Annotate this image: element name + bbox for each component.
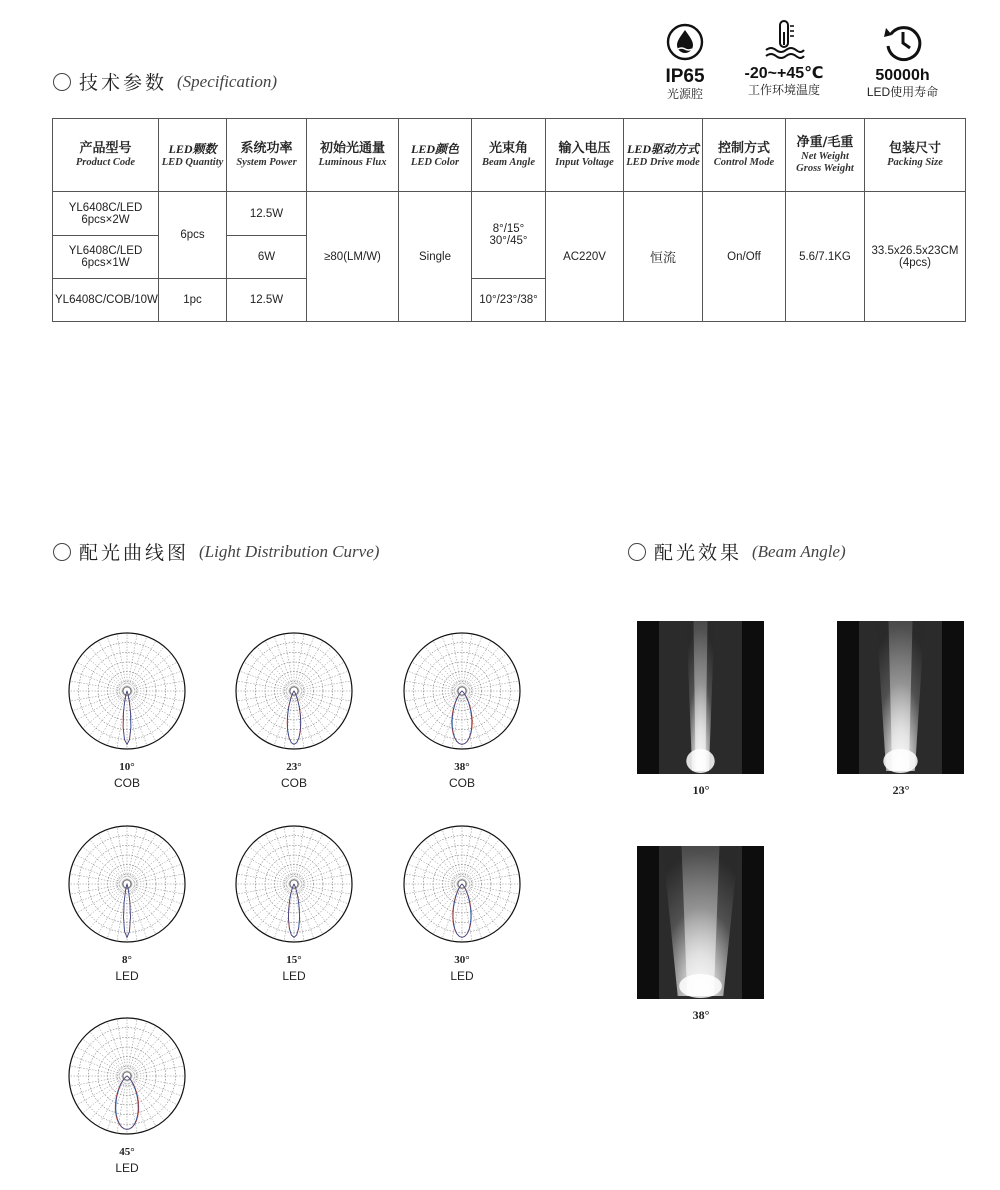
polar-diagram	[232, 625, 356, 753]
curve-title-en: (Light Distribution Curve)	[199, 541, 380, 561]
curve-angle-label: 38°	[454, 761, 470, 773]
ip65-label: IP65	[665, 66, 705, 87]
table-row	[53, 192, 966, 236]
polar-diagram	[65, 1010, 189, 1138]
lifetime-sub: LED使用寿命	[866, 85, 939, 99]
spec-table	[52, 118, 966, 322]
cell-flux: ≥80(LM/W)	[307, 192, 399, 322]
header-input-voltage: 输入电压 Input Voltage	[546, 119, 624, 192]
curve-type-label: LED	[115, 1161, 139, 1175]
beam-angle-label: 10°	[692, 783, 710, 797]
curve-angle-label: 23°	[286, 761, 302, 773]
header-led-color: LED颜色 LED Color	[399, 119, 472, 192]
beam-title-cn: 配光效果	[654, 542, 743, 564]
water-drop-icon	[665, 22, 705, 62]
spec-section-title	[53, 68, 277, 95]
curve-angle-label: 30°	[454, 954, 470, 966]
beam-effect-image	[637, 621, 764, 774]
beam-angle-label: 23°	[892, 783, 910, 797]
clock-history-icon	[883, 22, 923, 62]
header-beam-angle: 光束角 Beam Angle	[472, 119, 546, 192]
curve-type-label: LED	[282, 969, 306, 983]
cell-power: 12.5W	[227, 279, 307, 322]
curve-angle-label: 8°	[122, 954, 132, 966]
curve-section-title	[53, 538, 379, 565]
curve-title-cn: 配光曲线图	[79, 542, 190, 564]
header-system-power: 系统功率 System Power	[227, 119, 307, 192]
circle-bullet-icon	[628, 543, 646, 561]
cell-control: On/Off	[703, 192, 786, 322]
cell-qty: 1pc	[159, 279, 227, 322]
cell-code: YL6408C/LED 6pcs×1W	[53, 236, 159, 279]
cell-weight: 5.6/7.1KG	[786, 192, 865, 322]
header-product-code: 产品型号 Product Code	[53, 119, 159, 192]
header-control-mode: 控制方式 Control Mode	[703, 119, 786, 192]
cell-beam: 10°/23°/38°	[472, 279, 546, 322]
temperature-sub: 工作环境温度	[747, 83, 820, 97]
curve-angle-label: 15°	[286, 954, 302, 966]
cell-voltage: AC220V	[546, 192, 624, 322]
beam-effect-image	[837, 621, 964, 774]
beam-angle-label: 38°	[692, 1008, 710, 1022]
polar-diagram	[400, 625, 524, 753]
lifetime-badge	[855, 22, 950, 99]
cell-code: YL6408C/LED 6pcs×2W	[53, 192, 159, 236]
curve-type-label: COB	[280, 776, 307, 790]
ip65-sub: 光源腔	[666, 87, 703, 101]
cell-qty: 6pcs	[159, 192, 227, 279]
header-drive-mode: LED驱动方式 LED Drive mode	[624, 119, 703, 192]
header-led-quantity: LED颗数 LED Quantity	[159, 119, 227, 192]
cell-power: 12.5W	[227, 192, 307, 236]
header-luminous-flux: 初始光通量 Luminous Flux	[307, 119, 399, 192]
header-packing-size: 包装尺寸 Packing Size	[865, 119, 966, 192]
temperature-label: -20~+45℃	[744, 65, 824, 82]
lifetime-label: 50000h	[875, 67, 930, 84]
cell-beam: 8°/15° 30°/45°	[472, 192, 546, 279]
cell-packing: 33.5x26.5x23CM (4pcs)	[865, 192, 966, 322]
polar-diagram	[232, 818, 356, 946]
table-header-row	[53, 119, 966, 192]
spec-title-cn: 技术参数	[79, 72, 168, 94]
temperature-badge	[734, 18, 834, 97]
cell-power: 6W	[227, 236, 307, 279]
circle-bullet-icon	[53, 73, 71, 91]
ip65-badge	[650, 22, 720, 101]
curve-angle-label: 45°	[119, 1146, 135, 1158]
polar-diagram	[400, 818, 524, 946]
thermometer-icon	[762, 18, 806, 60]
circle-bullet-icon	[53, 543, 71, 561]
polar-diagram	[65, 625, 189, 753]
beam-section-title	[628, 538, 846, 565]
cell-color: Single	[399, 192, 472, 322]
beam-effect-image	[637, 846, 764, 999]
header-weight: 净重/毛重 Net Weight Gross Weight	[786, 119, 865, 192]
curve-type-label: LED	[450, 969, 474, 983]
curve-type-label: COB	[448, 776, 475, 790]
curve-angle-label: 10°	[119, 761, 135, 773]
curve-type-label: LED	[115, 969, 139, 983]
curve-type-label: COB	[113, 776, 140, 790]
beam-title-en: (Beam Angle)	[752, 541, 846, 561]
cell-code: YL6408C/COB/10W	[53, 279, 159, 322]
polar-diagram	[65, 818, 189, 946]
cell-drive: 恒流	[624, 192, 703, 322]
spec-title-en: (Specification)	[177, 71, 278, 91]
